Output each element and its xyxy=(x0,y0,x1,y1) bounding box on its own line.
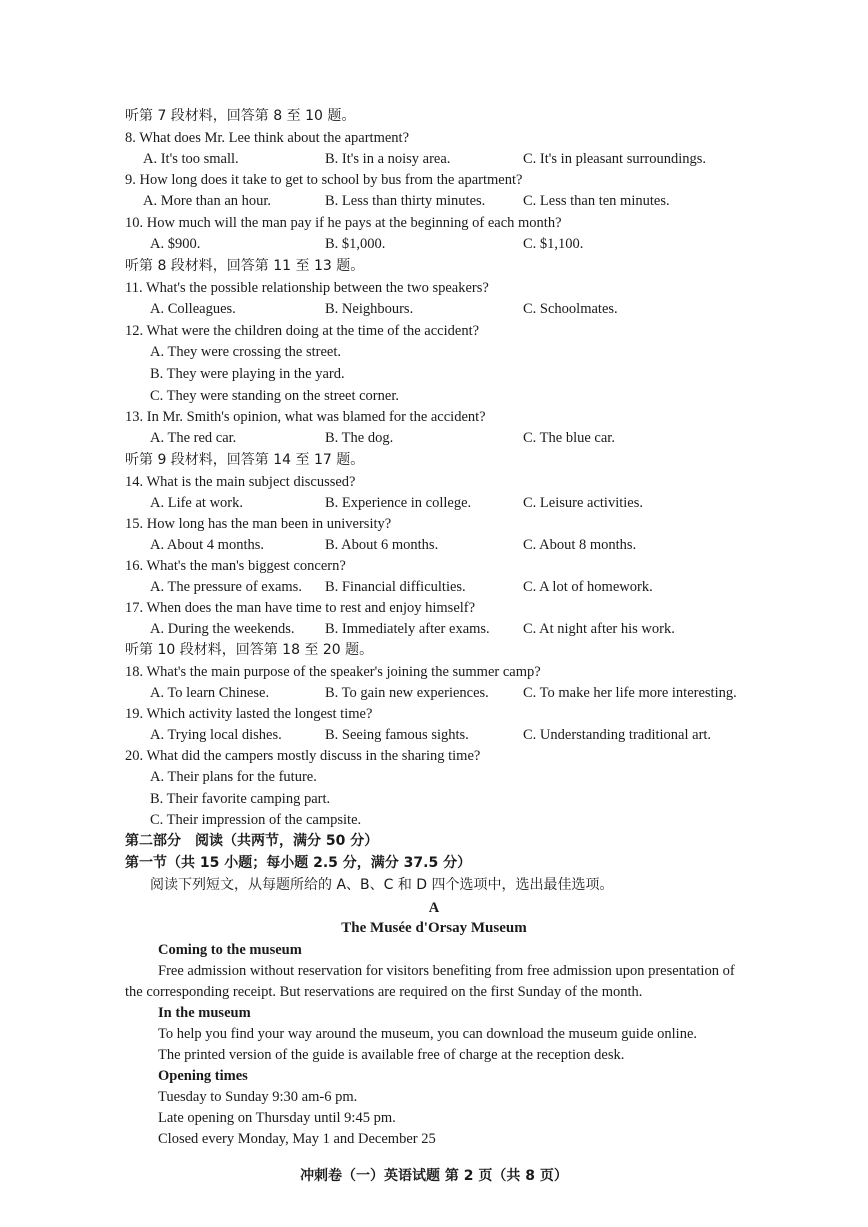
part2-section1: 第一节（共 15 小题；每小题 2.5 分，满分 37.5 分） xyxy=(125,855,472,871)
option-c: C. A lot of homework. xyxy=(523,579,653,595)
option-c: C. The blue car. xyxy=(523,430,615,446)
option-c: C. About 8 months. xyxy=(523,537,637,553)
option-b: B. It's in a noisy area. xyxy=(325,151,451,167)
passage-title: The Musée d'Orsay Museum xyxy=(341,920,527,936)
question-stem: 12. What were the children doing at the time of the accident? xyxy=(125,323,480,339)
coming-paragraph-line1: Free admission without reservation for visitors benefiting from free admission upon presentation of xyxy=(158,963,735,979)
coming-heading: Coming to the museum xyxy=(158,942,302,958)
section-header: 听第 9 段材料，回答第 14 至 17 题。 xyxy=(125,452,365,468)
question-stem: 15. How long has the man been in university? xyxy=(125,516,392,532)
question-stem: 10. How much will the man pay if he pays at the beginning of each month? xyxy=(125,215,562,231)
coming-paragraph-line2: the corresponding receipt. But reservations are required on the first Sunday of the month. xyxy=(125,984,643,1000)
option-b: B. Experience in college. xyxy=(325,495,472,511)
option-a: A. During the weekends. xyxy=(150,621,295,637)
opening-times-heading: Opening times xyxy=(158,1068,248,1084)
in-museum-line2: The printed version of the guide is available free of charge at the reception desk. xyxy=(158,1047,625,1063)
option-a: A. Life at work. xyxy=(150,495,244,511)
opening-times-line3: Closed every Monday, May 1 and December 25 xyxy=(158,1131,436,1147)
question-stem: 16. What's the man's biggest concern? xyxy=(125,558,346,574)
section-header: 听第 8 段材料，回答第 11 至 13 题。 xyxy=(125,258,365,274)
option-a: A. To learn Chinese. xyxy=(150,685,270,701)
option-b: B. $1,000. xyxy=(325,236,386,252)
option-c: C. To make her life more interesting. xyxy=(523,685,737,701)
in-museum-heading: In the museum xyxy=(158,1005,251,1021)
option-b: B. The dog. xyxy=(325,430,394,446)
option-c: C. Less than ten minutes. xyxy=(523,193,670,209)
option-b: B. They were playing in the yard. xyxy=(150,366,345,382)
section-header: 听第 7 段材料，回答第 8 至 10 题。 xyxy=(125,108,356,124)
question-stem: 17. When does the man have time to rest and enjoy himself? xyxy=(125,600,476,616)
option-c: C. Schoolmates. xyxy=(523,301,618,317)
question-stem: 11. What's the possible relationship between the two speakers? xyxy=(125,280,489,296)
option-c: C. $1,100. xyxy=(523,236,584,252)
opening-times-line1: Tuesday to Sunday 9:30 am-6 pm. xyxy=(158,1089,358,1105)
option-a: A. Their plans for the future. xyxy=(150,769,317,785)
option-c: C. Understanding traditional art. xyxy=(523,727,712,743)
option-b: B. Neighbours. xyxy=(325,301,414,317)
option-a: A. More than an hour. xyxy=(143,193,272,209)
in-museum-line1: To help you find your way around the museum, you can download the museum guide online. xyxy=(158,1026,698,1042)
option-b: B. Financial difficulties. xyxy=(325,579,466,595)
option-a: A. Colleagues. xyxy=(150,301,236,317)
question-stem: 8. What does Mr. Lee think about the apartment? xyxy=(125,130,410,146)
question-stem: 13. In Mr. Smith's opinion, what was blamed for the accident? xyxy=(125,409,486,425)
question-stem: 20. What did the campers mostly discuss in the sharing time? xyxy=(125,748,481,764)
option-b: B. Less than thirty minutes. xyxy=(325,193,486,209)
option-a: A. It's too small. xyxy=(143,151,239,167)
option-b: B. Their favorite camping part. xyxy=(150,791,331,807)
option-b: B. To gain new experiences. xyxy=(325,685,489,701)
question-stem: 9. How long does it take to get to school by bus from the apartment? xyxy=(125,172,523,188)
part2-heading: 第二部分 阅读（共两节，满分 50 分） xyxy=(125,833,379,849)
option-a: A. About 4 months. xyxy=(150,537,264,553)
passage-letter: A xyxy=(428,900,440,916)
option-b: B. Seeing famous sights. xyxy=(325,727,469,743)
option-a: A. They were crossing the street. xyxy=(150,344,341,360)
page-footer: 冲刺卷（一）英语试题 第 2 页（共 8 页） xyxy=(300,1168,568,1184)
option-c: C. At night after his work. xyxy=(523,621,675,637)
option-c: C. They were standing on the street corner. xyxy=(150,388,399,404)
option-a: A. $900. xyxy=(150,236,201,252)
option-a: A. The pressure of exams. xyxy=(150,579,302,595)
part2-instruction: 阅读下列短文，从每题所给的 A、B、C 和 D 四个选项中，选出最佳选项。 xyxy=(150,877,614,893)
option-c: C. Leisure activities. xyxy=(523,495,643,511)
option-a: A. Trying local dishes. xyxy=(150,727,282,743)
question-stem: 14. What is the main subject discussed? xyxy=(125,474,356,490)
option-b: B. Immediately after exams. xyxy=(325,621,490,637)
opening-times-line2: Late opening on Thursday until 9:45 pm. xyxy=(158,1110,396,1126)
option-a: A. The red car. xyxy=(150,430,237,446)
option-c: C. Their impression of the campsite. xyxy=(150,812,362,828)
option-b: B. About 6 months. xyxy=(325,537,439,553)
question-stem: 18. What's the main purpose of the speaker's joining the summer camp? xyxy=(125,664,541,680)
section-header: 听第 10 段材料，回答第 18 至 20 题。 xyxy=(125,642,374,658)
option-c: C. It's in pleasant surroundings. xyxy=(523,151,707,167)
question-stem: 19. Which activity lasted the longest time? xyxy=(125,706,373,722)
